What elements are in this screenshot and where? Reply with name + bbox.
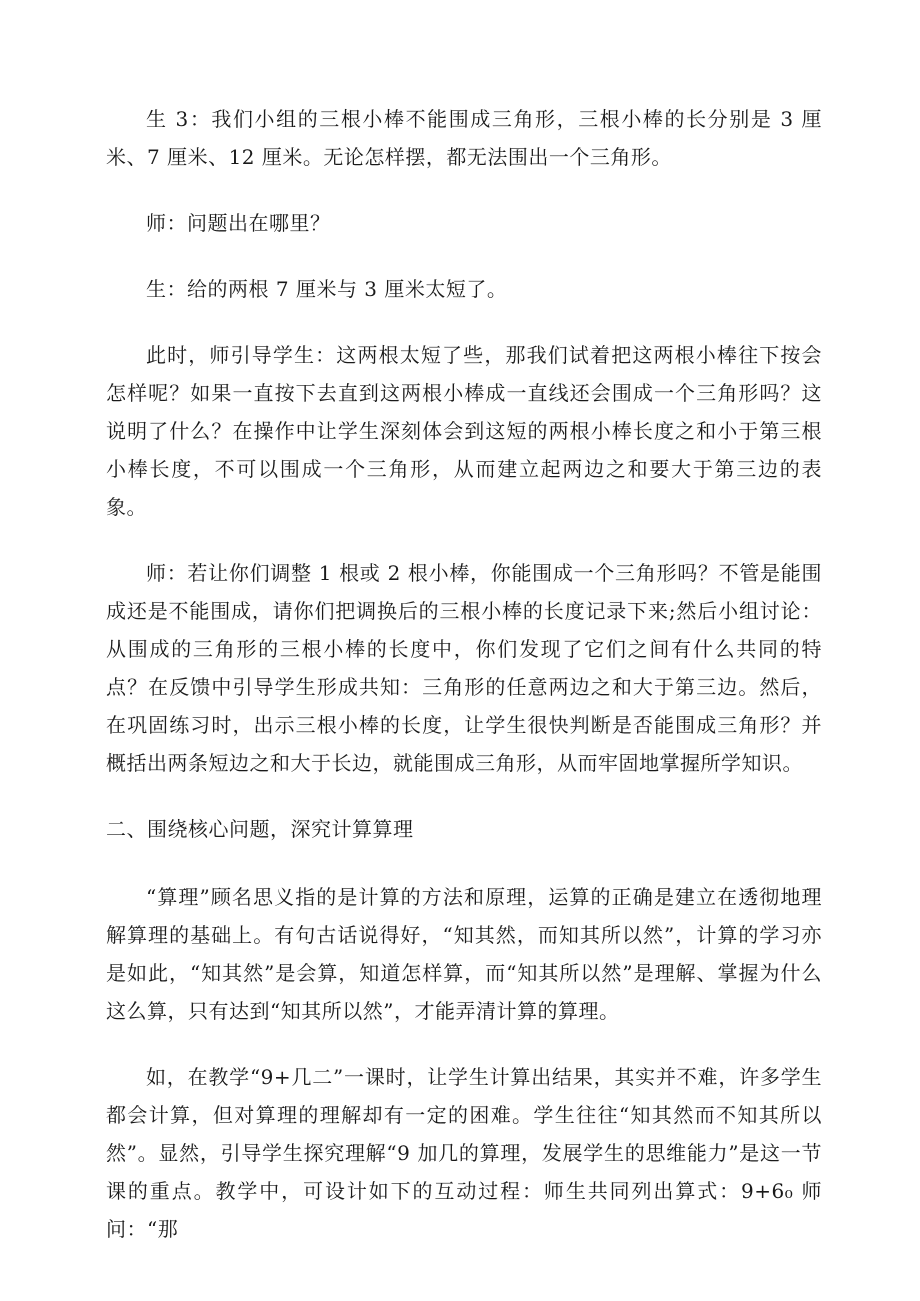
paragraph-teacher-guidance: 此时，师引导学生：这两根太短了些，那我们试着把这两根小棒往下按会怎样呢？如果一直按下去直到这两根小棒成一直线还会围成一个三角形吗？这说明了什么？在操作中让学生深刻体会到这短的两根小棒长度之和小于第三根小棒长度，不可以围成一个三角形，从而建立起两边之和要大于第三边的表象。 <box>106 343 822 519</box>
document-body <box>106 100 822 1276</box>
paragraph-student-answer: 生：给的两根 7 厘米与 3 厘米太短了。 <box>146 277 508 301</box>
paragraph-suanli: “算理”顾名思义指的是计算的方法和原理，运算的正确是建立在透彻地理解算理的基础上。有句古话说得好，“知其然，而知其所以然”，计算的学习亦是如此，“知其然”是会算，知道怎样算，而“知其所以然”是理解、掌握为什么这么算，只有达到“知其所以然”，才能弄清计算的算理。 <box>106 885 822 1023</box>
paragraph-student-3: 生 3：我们小组的三根小棒不能围成三角形，三根小棒的长分别是 3 厘米、7 厘米、12 厘米。无论怎样摆，都无法围出一个三角形。 <box>106 107 822 169</box>
section-heading: 二、围绕核心问题，深究计算算理 <box>106 817 414 841</box>
paragraph-teacher-question: 师：问题出在哪里？ <box>146 211 331 235</box>
paragraph-example: 如，在教学“9+几二”一课时，让学生计算出结果，其实并不难，许多学生都会计算，但对算理的理解却有一定的困难。学生往往“知其然而不知其所以然”。显然，引导学生探究理解“9 加几的算理，发展学生的思维能力”是这一节课的重点。教学中，可设计如下的互动过程：师生共同列出算式：9+6₀ 师问：“那 <box>106 1065 822 1241</box>
paragraph-teacher-adjust: 师：若让你们调整 1 根或 2 根小棒，你能围成一个三角形吗？不管是能围成还是不能围成，请你们把调换后的三根小棒的长度记录下来;然后小组讨论：从围成的三角形的三根小棒的长度中，你们发现了它们之间有什么共同的特点？在反馈中引导学生形成共知：三角形的任意两边之和大于第三边。然后，在巩固练习时，出示三根小棒的长度，让学生很快判断是否能围成三角形？并概括出两条短边之和大于长边，就能围成三角形，从而牢固地掌握所学知识。 <box>106 561 822 775</box>
